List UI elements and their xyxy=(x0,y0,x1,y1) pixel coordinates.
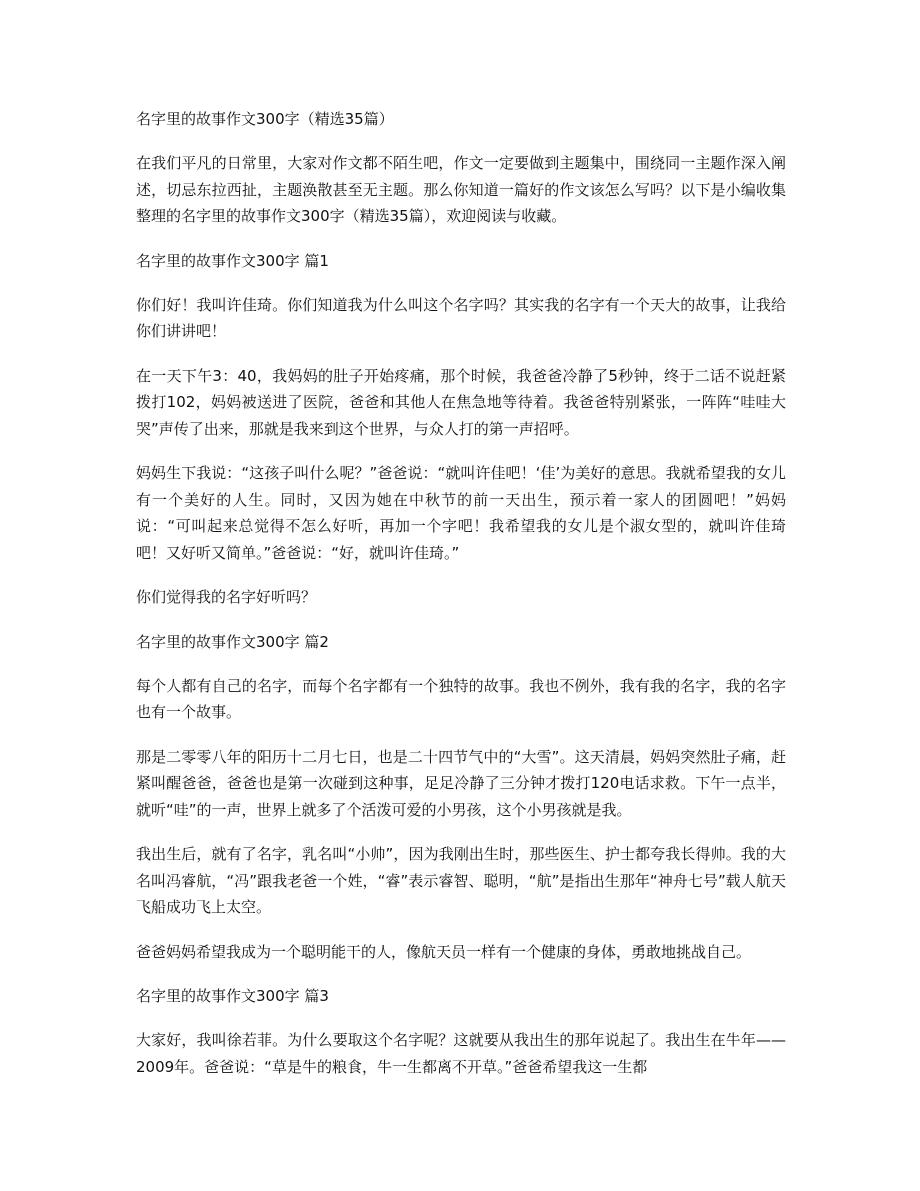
section-heading-1: 名字里的故事作文300字 篇1 xyxy=(136,251,329,270)
document-title: 名字里的故事作文300字（精选35篇） xyxy=(136,110,394,128)
section-1-paragraph-4: 你们觉得我的名字好听吗？ xyxy=(136,588,317,606)
intro-paragraph: 在我们平凡的日常里，大家对作文都不陌生吧，作文一定要做到主题集中，围绕同一主题作深入阐述，切忌东拉西扯，主题涣散甚至无主题。那么你知道一篇好的作文该怎么写吗？以下是小编收集整理的名字里的故事作文300字（精选35篇），欢迎阅读与收藏。 xyxy=(136,154,786,225)
section-2-paragraph-3: 我出生后，就有了名字，乳名叫“小帅”，因为我刚出生时，那些医生、护士都夸我长得帅。我的大名叫冯睿航，“冯”跟我老爸一个姓，“睿”表示睿智、聪明，“航”是指出生那年“神舟七号”载人航天飞船成功飞上太空。 xyxy=(136,845,786,916)
document-page xyxy=(136,106,786,1098)
section-2-paragraph-2: 那是二零零八年的阳历十二月七日，也是二十四节气中的“大雪”。这天清晨，妈妈突然肚子痛，赶紧叫醒爸爸，爸爸也是第一次碰到这种事，足足冷静了三分钟才拨打120电话求救。下午一点半，就听“哇”的一声，世界上就多了个活泼可爱的小男孩，这个小男孩就是我。 xyxy=(136,747,786,819)
section-1-paragraph-1: 你们好！我叫许佳琦。你们知道我为什么叫这个名字吗？其实我的名字有一个天大的故事，让我给你们讲讲吧！ xyxy=(136,295,786,340)
section-3-paragraph-1: 大家好，我叫徐若菲。为什么要取这个名字呢？这就要从我出生的那年说起了。我出生在牛年——2009年。爸爸说：“草是牛的粮食，牛一生都离不开草。”爸爸希望我这一生都 xyxy=(136,1031,786,1076)
section-1-paragraph-2: 在一天下午3：40，我妈妈的肚子开始疼痛，那个时候，我爸爸冷静了5秒钟，终于二话不说赶紧拨打102，妈妈被送进了医院，爸爸和其他人在焦急地等待着。我爸爸特别紧张，一阵阵“哇哇大哭”声传了出来，那就是我来到这个世界，与众人打的第一声招呼。 xyxy=(136,366,786,438)
section-heading-3: 名字里的故事作文300字 篇3 xyxy=(136,987,329,1005)
section-2-paragraph-4: 爸爸妈妈希望我成为一个聪明能干的人，像航天员一样有一个健康的身体，勇敢地挑战自己。 xyxy=(136,942,752,961)
section-heading-2: 名字里的故事作文300字 篇2 xyxy=(136,632,329,651)
section-1-paragraph-3: 妈妈生下我说：“这孩子叫什么呢？”爸爸说：“就叫许佳吧！‘佳’为美好的意思。我就希望我的女儿有一个美好的人生。同时，又因为她在中秋节的前一天出生，预示着一家人的团圆吧！”妈妈说：“可叫起来总觉得不怎么好听，再加一个字吧！我希望我的女儿是个淑女型的，就叫许佳琦吧！又好听又简单。”爸爸说：“好，就叫许佳琦。” xyxy=(136,464,786,562)
section-2-paragraph-1: 每个人都有自己的名字，而每个名字都有一个独特的故事。我也不例外，我有我的名字，我的名字也有一个故事。 xyxy=(136,676,786,721)
